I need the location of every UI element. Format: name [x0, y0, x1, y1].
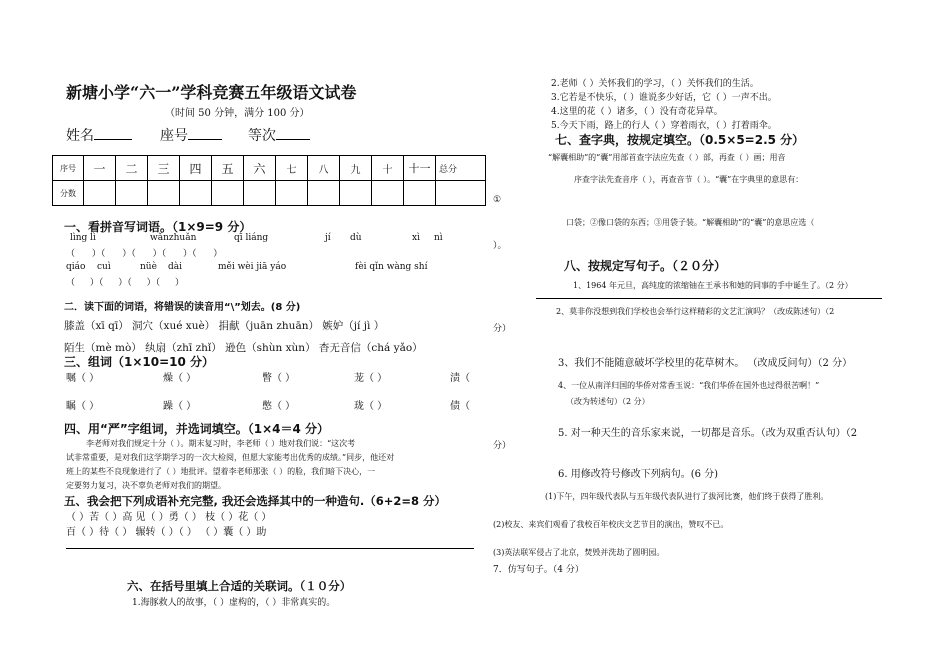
rank-field[interactable] [248, 125, 310, 145]
sick-sentence[interactable]: (3)英法联军侵占了北京，焚毁并洗劫了圆明园。 [493, 548, 665, 557]
score-cell-total[interactable] [436, 181, 486, 206]
pinyin: dù [350, 233, 362, 243]
score-cell[interactable] [308, 181, 340, 206]
score-col: 七 [276, 156, 308, 181]
rewrite-question: 6. 用修改符号修改下列病句。(6 分) [558, 469, 719, 480]
question-item[interactable]: 3.它若是不快乐，（ ）谁说多少好话，它（ ）一声不出。 [551, 93, 777, 103]
question-item[interactable]: 4.这里的花（ ）诸多，（ ）没有奇花异草。 [551, 107, 723, 117]
exam-subtitle: （时间 50 分钟，满分 100 分） [165, 108, 310, 119]
score-cell[interactable] [340, 181, 372, 206]
dictionary-line[interactable]: 口袋；②像口袋的东西；③用袋子装。“解囊相助”的“囊”的意思应选（ [566, 218, 815, 227]
score-cell[interactable] [276, 181, 308, 206]
seat-label: 座号 [160, 128, 188, 144]
passage-line: 试非常重要，是对我们这学期学习的一次大检阅，但愿大家能考出优秀的成绩。”同步，他还对 [66, 453, 395, 462]
dictionary-line: ）。 [493, 241, 507, 251]
rewrite-question: 1、1964 年元旦，高纯度的浓缩铀在王承书和她的同事的手中诞生了。（2 分） [573, 281, 853, 290]
rewrite-question: （改为转述句）（2 分） [566, 397, 650, 406]
score-cell[interactable] [148, 181, 180, 206]
sick-sentence[interactable]: (2)校友、来宾们观看了我校百年校庆文艺节目的演出，赞叹不已。 [493, 520, 729, 529]
pinyin: jí [325, 233, 331, 243]
rewrite-question: 3、我们不能随意破坏学校里的花草树木。 （改成反问句）（2 分） [558, 358, 853, 369]
score-cell[interactable] [212, 181, 244, 206]
rank-label: 等次 [248, 128, 276, 144]
word-item[interactable]: 渍（ [450, 373, 470, 384]
pinyin: nì [434, 233, 443, 243]
dictionary-line: ① [493, 195, 502, 205]
question-item[interactable]: 2.老师（ ）关怀我们的学习，（ ）关怀我们的生活。 [551, 79, 759, 89]
section7-heading: 七、查字典，按规定填空。（0.5×5=2.5 分） [555, 133, 805, 147]
section1-heading: 一、看拼音写词语。（1×9=9 分） [64, 220, 252, 234]
pinyin: nüè [140, 262, 157, 272]
score-table-score-row [53, 181, 486, 206]
rewrite-question: 5. 对一种天生的音乐家来说，一切都是音乐。（改为双重否认句）（2 [558, 428, 858, 439]
exam-title: 新塘小学“六一”学科竞赛五年级语文试卷 [66, 83, 357, 102]
rewrite-question: 7．仿写句子。（4 分） [493, 565, 584, 575]
seat-field[interactable] [160, 125, 222, 145]
dictionary-line[interactable]: “解囊相助”的“囊”用部首查字法应先查（ ）部，再查（ ）画；用音 [548, 153, 786, 162]
reading-line: 膝盖（xī qī） 洞穴（xué xuè） 捐献（juān zhuān） 嫉妒（jí jì ） [64, 320, 385, 332]
score-col: 六 [244, 156, 276, 181]
score-suffix: 分） [493, 324, 512, 334]
word-item[interactable]: 憋（ ） [262, 401, 296, 412]
score-col: 十一 [404, 156, 436, 181]
pinyin: xì [412, 233, 420, 243]
idiom-row[interactable]: 百（ ）待（ ） 辗转（ ）（ ） （ ）囊（ ）助 [66, 527, 267, 538]
score-col: 八 [308, 156, 340, 181]
word-item[interactable]: 燥（ ） [163, 373, 197, 384]
score-row-label: 分数 [53, 181, 84, 206]
word-item[interactable]: 珑（ ） [354, 401, 388, 412]
score-col: 一 [84, 156, 116, 181]
sick-sentence[interactable]: (1)下午，四年级代表队与五年级代表队进行了拔河比赛，他们终于获得了胜利。 [545, 492, 829, 501]
passage-line: 李老师对我们规定十分（ ）。期末复习时，李老师（ ）地对我们说：“这次考 [86, 439, 356, 448]
pinyin: cuì [97, 262, 111, 272]
dictionary-line[interactable]: 序查字法先查音序（ ），再查音节（ ）。“囊”在字典里的意思有： [574, 175, 804, 184]
score-col: 十 [372, 156, 404, 181]
pinyin: měi wèi jiā yáo [218, 262, 287, 272]
score-cell[interactable] [244, 181, 276, 206]
score-cell[interactable] [404, 181, 436, 206]
word-item[interactable]: 嘱（ ） [66, 373, 100, 384]
score-col: 四 [180, 156, 212, 181]
section8-heading: 八、按规定写句子。（２０分） [564, 259, 727, 273]
score-table-header-row [53, 156, 486, 181]
answer-line[interactable] [536, 298, 882, 299]
section4-heading: 四、用“严”字组词，并选词填空。（1×4＝4 分） [64, 422, 330, 436]
word-item[interactable]: 瞩（ ） [66, 401, 100, 412]
pinyin: lìng lì [70, 233, 96, 243]
passage-line: 班上的某些不良现象进行了（ ）地批评。望着李老师那张（ ）的脸，我们暗下决心，一 [66, 467, 376, 476]
question-item[interactable]: 5.今天下雨，路上的行人（ ）穿着雨衣，（ ）打着雨伞。 [551, 121, 777, 131]
reading-line: 陌生（mè mò） 纨扇（zhī zhǐ） 逊色（shùn xùn） 杳无音信（chá yǎo） [64, 342, 423, 354]
name-label: 姓名 [66, 128, 94, 144]
pinyin: qī liáng [234, 233, 269, 243]
passage-line: 定要努力复习，决不辜负老师对我们的期望。 [66, 481, 226, 490]
word-item[interactable]: 债（ [450, 401, 470, 412]
word-item[interactable]: 茏（ ） [354, 373, 388, 384]
pinyin: qiáo [66, 262, 86, 272]
section2-heading: 二．读下面的词语，将错误的读音用“\”划去。(8 分) [64, 302, 301, 313]
word-item[interactable]: 躁（ ） [163, 401, 197, 412]
score-col: 五 [212, 156, 244, 181]
score-cell[interactable] [372, 181, 404, 206]
score-col: 九 [340, 156, 372, 181]
idiom-row[interactable]: （ ）苦（ ）高 见（ ）勇（ ） 枝（ ）花（ ） [66, 512, 272, 523]
section5-heading: 五、我会把下列成语补充完整, 我还会选择其中的一种造句.（6+2=8 分） [64, 494, 447, 508]
score-cell[interactable] [116, 181, 148, 206]
question-item[interactable]: 1.海豚救人的故事，（ ）虚构的，（ ）非常真实的。 [132, 598, 336, 608]
pinyin: fèi qǐn wàng shí [355, 262, 428, 272]
score-table [52, 155, 486, 206]
sentence-answer-line[interactable] [66, 548, 474, 549]
score-col: 二 [116, 156, 148, 181]
score-cell[interactable] [84, 181, 116, 206]
word-item[interactable]: 瞥（ ） [262, 373, 296, 384]
score-col: 三 [148, 156, 180, 181]
score-row-label: 序号 [53, 156, 84, 181]
pinyin: wǎnzhuǎn [150, 233, 197, 243]
name-field[interactable] [66, 125, 132, 145]
section6-heading: 六、在括号里填上合适的关联词。（１０分） [127, 579, 352, 593]
answer-blanks[interactable]: （ ）（ ）（ ）（ ） [66, 278, 184, 288]
rewrite-question: 4、一位从南洋归国的华侨对常香玉说：“我们华侨在国外也过得很苦啊！” [558, 381, 820, 390]
rewrite-question: 2、莫非你没想到我们学校也会举行这样精彩的文艺汇演吗？（改成陈述句）（2 [556, 307, 835, 316]
score-total-label: 总分 [436, 156, 486, 181]
section3-heading: 三、组词（1×10=10 分） [64, 355, 215, 369]
score-suffix: 分） [493, 441, 512, 451]
pinyin: dài [168, 262, 183, 272]
answer-blanks[interactable]: （ ）（ ）（ ）（ ）（ ） [66, 249, 223, 259]
score-cell[interactable] [180, 181, 212, 206]
